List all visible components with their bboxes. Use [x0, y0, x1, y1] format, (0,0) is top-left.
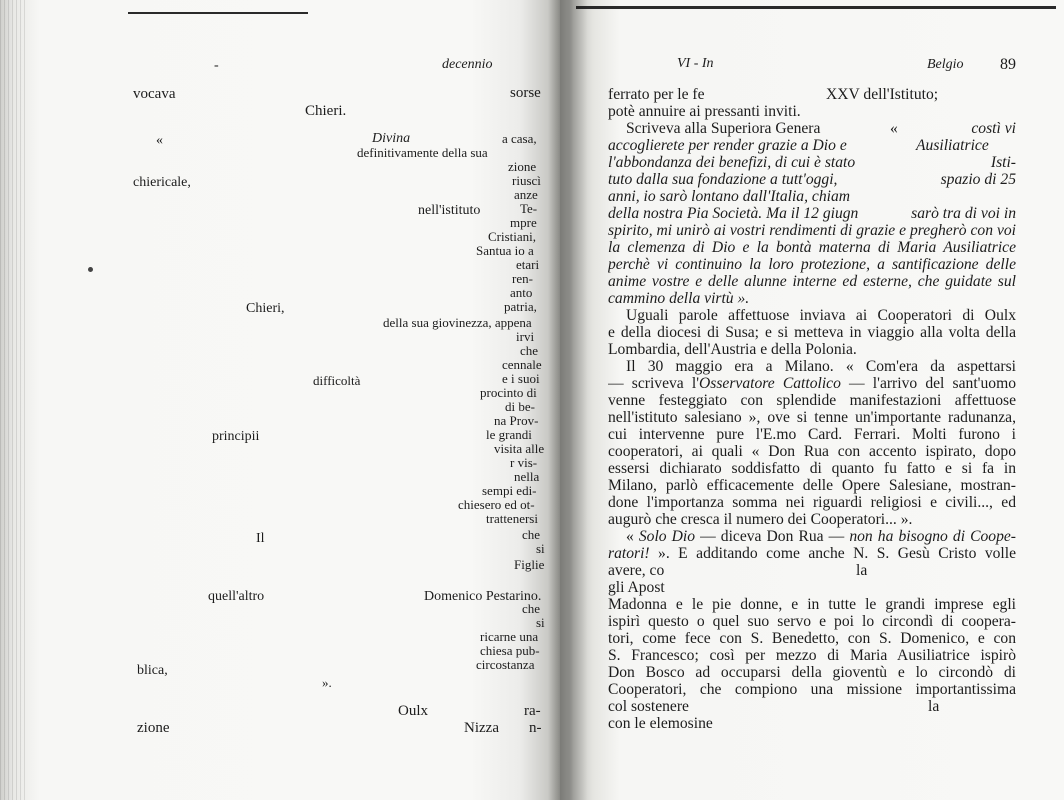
text-fragment: Divina — [372, 131, 411, 146]
text-fragment: Domenico Pestarino. — [424, 589, 542, 604]
text-fragment: Santua io a — [476, 243, 534, 258]
text-fragment: n- — [529, 720, 542, 736]
body-line: Don Bosco ad occuparsi della gioventù e lo circondò di — [608, 664, 1016, 681]
body-line: Milano, parlò efficacemente delle Opere Salesiane, mostran- — [608, 477, 1016, 494]
body-line: gli Apost — [608, 579, 665, 596]
text-fragment: chiesero ed ot- — [458, 497, 535, 512]
body-line: e della diocesi di Susa; e si metteva in viaggio alla volta della — [608, 324, 1016, 341]
body-line: done l'importanza somma nei riguardi religiosi e civili..., ed — [608, 494, 1016, 511]
body-line: « Solo Dio — diceva Don Rua — non ha bisogno di Coope- — [626, 528, 1016, 545]
text-fragment: Chieri, — [246, 301, 285, 316]
body-line: Uguali parole affettuose inviava ai Cooperatori di Oulx — [626, 307, 1016, 324]
left-header-dash: - — [214, 58, 219, 73]
text-fragment: ren- — [512, 271, 533, 286]
text-fragment: r vis- — [510, 455, 538, 470]
text-fragment: Oulx — [398, 703, 428, 719]
text-fragment: Il — [256, 531, 265, 546]
body-line: venne festeggiato con splendide manifestazioni affettuose — [608, 392, 1016, 409]
body-line: spirito, mi unirò ai vostri rendimenti di grazie e pregherò con voi — [608, 222, 1016, 239]
text-fragment: mpre — [510, 215, 537, 230]
text-fragment: blica, — [137, 663, 168, 678]
body-line: nell'istituto salesiano », ove si tenne un'importante radunanza, — [608, 409, 1016, 426]
text-fragment: ». — [322, 675, 332, 690]
body-line: S. Francesco; così per mezzo di Maria Ausiliatrice ispirò — [608, 647, 1016, 664]
page-number: 89 — [1000, 56, 1016, 73]
body-line: Madonna e le pie donne, e in tutte le grandi imprese egli — [608, 596, 1016, 613]
text-fragment: na Prov- — [494, 413, 539, 428]
text-fragment: chiericale, — [133, 175, 191, 190]
left-running-header: decennio — [442, 57, 493, 72]
text-fragment: vocava — [133, 86, 176, 102]
text-fragment: di be- — [505, 399, 535, 414]
body-line: augurò che cresca il numero dei Cooperatori... ». — [608, 511, 913, 528]
body-line: ratori! ». E additando come anche N. S. Gesù Cristo volle — [608, 545, 1016, 562]
body-line: col sostenere la — [608, 698, 940, 715]
body-line: Scriveva alla Superiora Genera « costì vi — [626, 120, 1016, 137]
right-running-header-right: Belgio — [927, 57, 964, 72]
text-fragment: « — [156, 133, 163, 148]
text-fragment: anto — [510, 285, 533, 300]
body-line: Lombardia, dell'Austria e della Polonia. — [608, 341, 857, 358]
body-line: la clemenza di Dio e la bontà materna di Maria Ausiliatrice — [608, 239, 1016, 256]
body-line: cooperatori, ai quali « Don Rua con accento ispirato, dopo — [608, 443, 1016, 460]
body-line: della nostra Pia Società. Ma il 12 giugn sarò tra di voi in — [608, 205, 1016, 222]
text-fragment: si — [536, 541, 545, 556]
text-fragment: Chieri. — [305, 103, 347, 119]
top-rule — [576, 6, 1056, 9]
text-fragment: e i suoi — [502, 371, 540, 386]
text-fragment: della sua giovinezza, appena — [383, 315, 532, 330]
text-fragment: nell'istituto — [418, 203, 481, 218]
text-fragment: che — [522, 601, 541, 616]
text-fragment: trattenersi — [486, 511, 538, 526]
text-fragment: a casa, — [502, 131, 537, 146]
text-fragment: Figlie — [514, 557, 545, 572]
text-fragment: Te- — [520, 201, 538, 216]
text-fragment: ricarne una — [480, 629, 539, 644]
body-line: cui intervenne pure l'E.mo Card. Ferrari. Molti furono i — [608, 426, 1016, 443]
text-fragment: cennale — [502, 357, 542, 372]
text-fragment: che — [522, 527, 541, 542]
text-fragment: Cristiani, — [488, 229, 537, 244]
text-fragment: che — [520, 343, 539, 358]
text-fragment: sorse — [510, 85, 541, 101]
text-fragment: anze — [514, 187, 538, 202]
text-fragment: nella — [514, 469, 540, 484]
text-fragment: ra- — [524, 703, 541, 719]
text-fragment: procinto di — [480, 385, 537, 400]
body-line: Il 30 maggio era a Milano. « Com'era da aspettarsi — [626, 358, 1016, 375]
body-line: Cooperatori, che compiono una missione importantissima — [608, 681, 1016, 698]
text-fragment: zione — [137, 720, 170, 736]
top-rule — [128, 12, 308, 14]
text-fragment: difficoltà — [313, 373, 361, 388]
body-line: — scriveva l'Osservatore Cattolico — l'arrivo del sant'uomo — [608, 375, 1016, 392]
body-line: ispirì questo o quel suo servo e poi lo circondì di coopera- — [608, 613, 1016, 630]
text-fragment: zione — [508, 159, 537, 174]
text-fragment: quell'altro — [208, 589, 265, 604]
body-line: l'abbondanza dei benefizi, di cui è stato Isti- — [608, 154, 1016, 171]
body-line: con le elemosine — [608, 715, 713, 732]
body-line: potè annuire ai pressanti inviti. — [608, 103, 801, 120]
text-fragment: irvi — [516, 329, 535, 344]
text-fragment: etari — [516, 257, 540, 272]
body-line: anime vostre e delle alunne interne ed esterne, che guidate sul — [608, 273, 1016, 290]
text-fragment: chiesa pub- — [480, 643, 540, 658]
text-fragment: Nizza — [464, 720, 499, 736]
ink-speck — [88, 267, 93, 272]
right-running-header: VI - In — [677, 56, 714, 71]
text-fragment: riuscì — [512, 173, 541, 188]
body-line: anni, io sarò lontano dall'Italia, chiam — [608, 188, 851, 205]
body-line: perchè vi continuino la loro protezione, a santificazione delle — [608, 256, 1016, 273]
text-fragment: visita alle — [494, 441, 545, 456]
text-fragment: principii — [212, 429, 260, 444]
text-fragment: si — [536, 615, 545, 630]
body-line: tori, come fece con S. Benedetto, con S. Domenico, e con — [608, 630, 1016, 647]
gutter-shadow — [548, 0, 588, 800]
text-fragment: definitivamente della sua — [357, 145, 488, 160]
text-fragment: le grandi — [486, 427, 532, 442]
text-fragment: sempi edi- — [482, 483, 537, 498]
page-edge-lines — [0, 0, 28, 800]
body-line: essersi dichiarato soddisfatto di quanto fu fatto e si fa in — [608, 460, 1016, 477]
body-line: tuto dalla sua fondazione a tutt'oggi, spazio di 25 — [608, 171, 1016, 188]
text-fragment: circostanza — [476, 657, 535, 672]
body-line: accoglierete per render grazie a Dio e Ausiliatrice — [608, 137, 989, 154]
body-line: avere, co la — [608, 562, 868, 579]
body-line: cammino della virtù ». — [608, 290, 750, 307]
text-fragment: patria, — [504, 299, 537, 314]
body-line: ferrato per le fe XXV dell'Istituto; — [608, 86, 939, 103]
